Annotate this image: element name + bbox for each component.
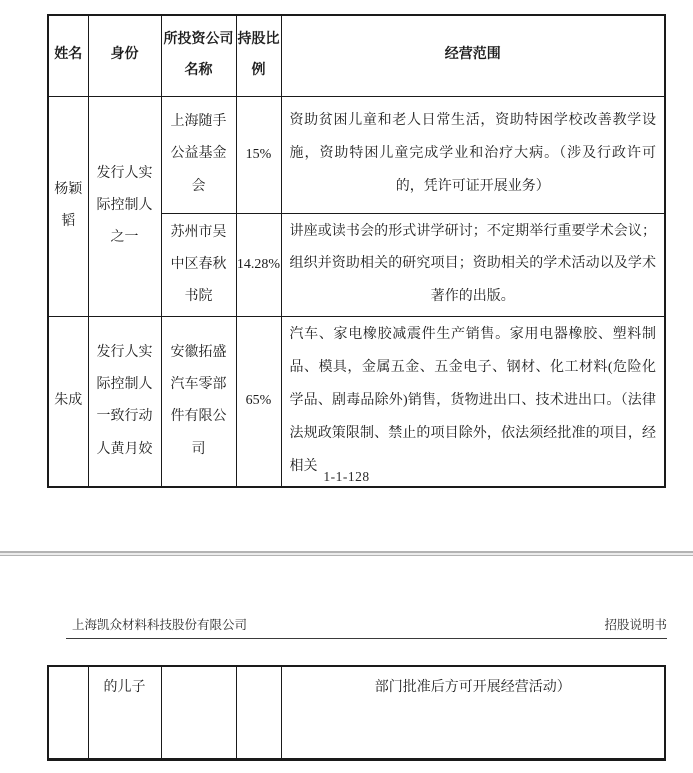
header-identity: 身份 [88,15,161,96]
cell-identity-continued: 的儿子 [88,666,161,760]
header-ratio: 持股比例 [236,15,281,96]
table-row [48,96,665,213]
cell-ratio: 15% [236,96,281,213]
investments-table-continued [47,665,666,761]
cell-person-name: 朱成 [48,317,88,487]
investments-table [47,14,666,488]
cell-company: 苏州市吴中区春秋书院 [161,213,236,317]
cell-ratio: 14.28% [236,213,281,317]
page-number: 1-1-128 [323,469,370,484]
cell-business-scope: 讲座或读书会的形式讲学研讨；不定期举行重要学术会议；组织并资助相关的研究项目；资助相关的学术活动以及学术著作的出版。 [281,213,665,317]
cell-company: 安徽拓盛汽车零部件有限公司 [161,317,236,487]
company-title: 上海凯众材料科技股份有限公司 [72,618,248,632]
page-break-divider [0,551,693,556]
cell-person-name-empty [48,666,88,760]
cell-identity: 发行人实际控制人一致行动人黄月姣 [88,317,161,487]
header-name: 姓名 [48,15,88,96]
cell-ratio-empty [236,666,281,760]
divider-line-bottom [0,555,693,557]
cell-company-empty [161,666,236,760]
cell-business-scope: 资助贫困儿童和老人日常生活，资助特困学校改善教学设施，资助特困儿童完成学业和治疗大病。（涉及行政许可的，凭许可证开展业务） [281,96,665,213]
header-company: 所投资公司名称 [161,15,236,96]
table-row [48,317,665,487]
cell-company: 上海随手公益基金会 [161,96,236,213]
table-header-row [48,15,665,96]
document-header [66,615,667,639]
cell-identity: 发行人实际控制人之一 [88,96,161,317]
document-type-label: 招股说明书 [604,618,667,632]
header-scope: 经营范围 [281,15,665,96]
cell-business-scope-continued: 部门批准后方可开展经营活动） [281,666,665,760]
cell-business-scope: 汽车、家电橡胶减震件生产销售。家用电器橡胶、塑料制品、模具，金属五金、五金电子、钢材、化工材料(危险化学品、剧毒品除外)销售，货物进出口、技术进出口。（法律法规政策限制、禁止的项目除外，依法须经批准的项目，经相关 [281,317,665,487]
cell-person-name: 杨颖韬 [48,96,88,317]
cell-ratio: 65% [236,317,281,487]
table-row [48,666,665,760]
